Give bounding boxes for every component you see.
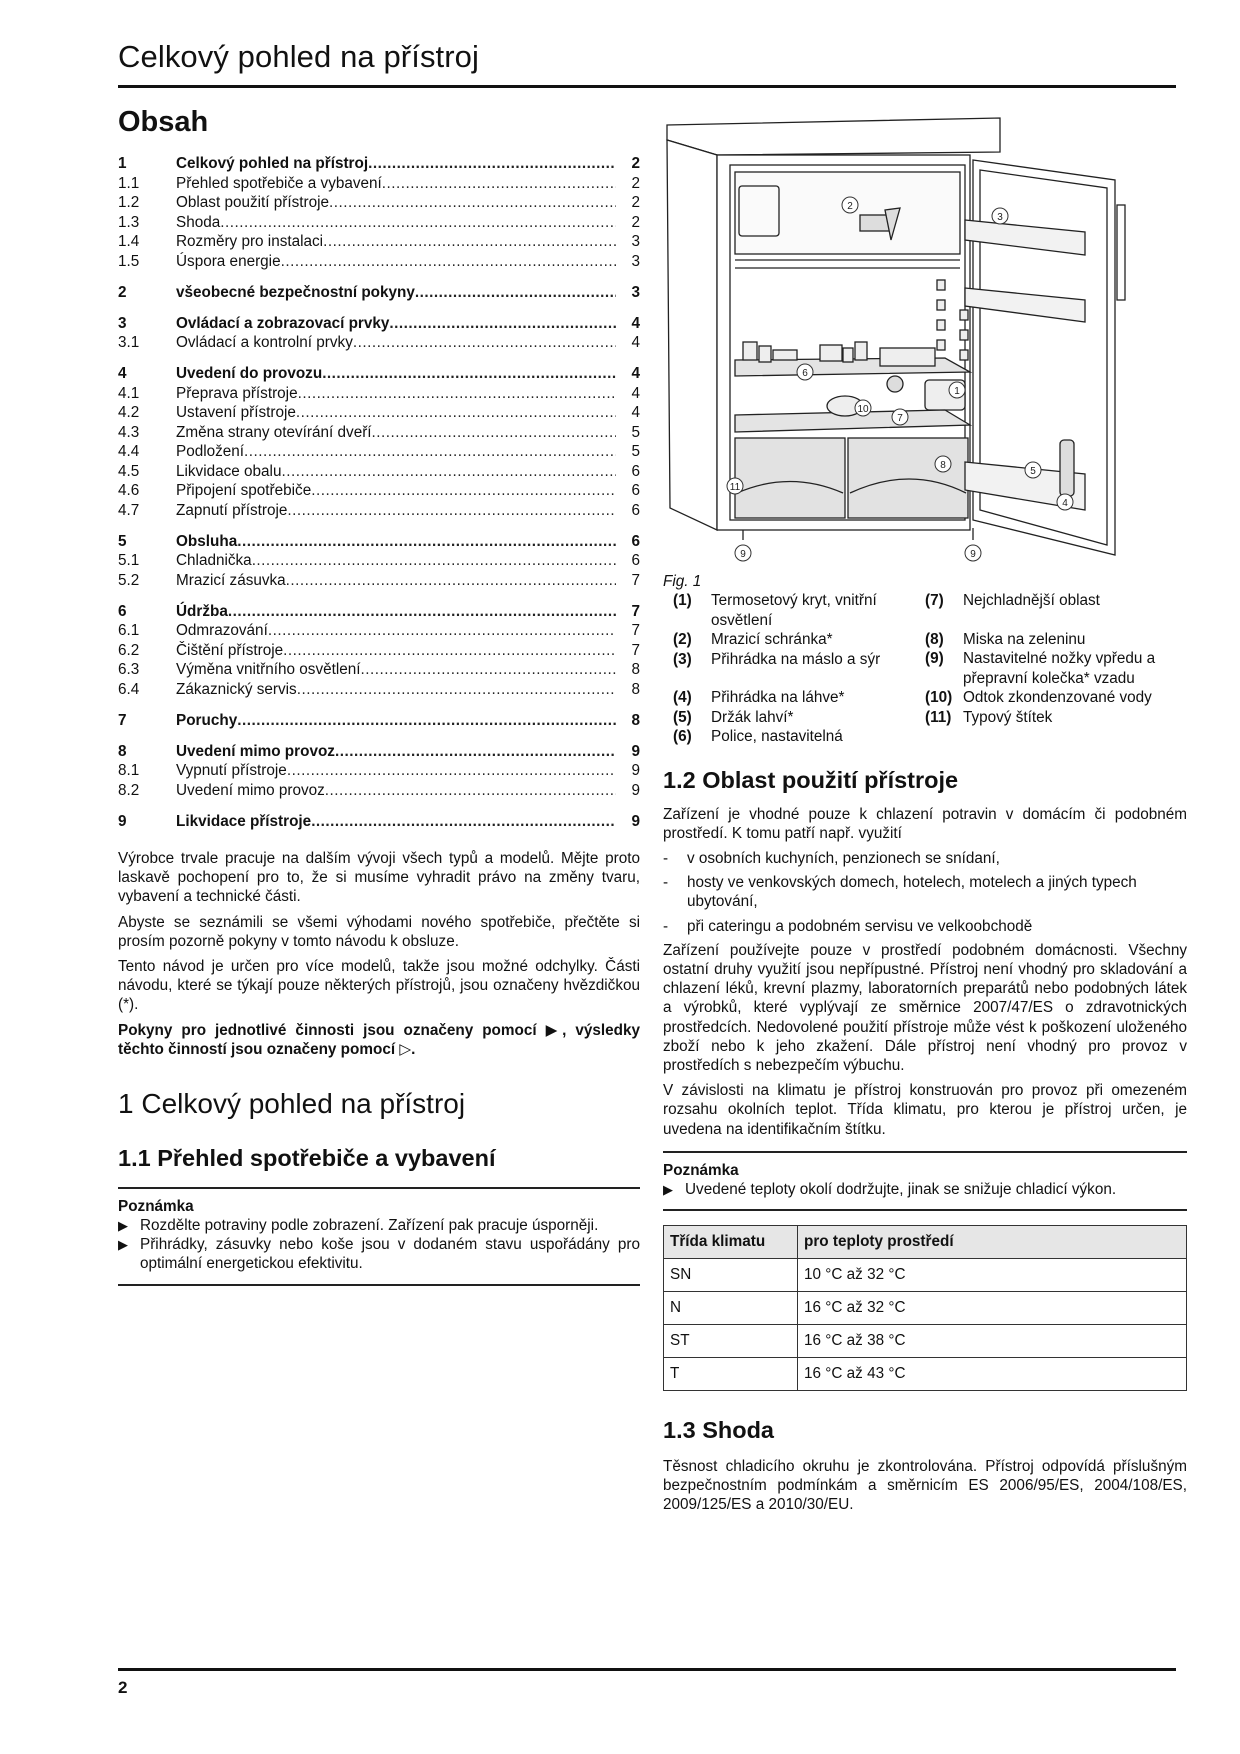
toc-leader-dots <box>268 621 616 641</box>
toc-entry[interactable] <box>118 812 640 832</box>
toc-entry-number: 4.3 <box>118 423 140 441</box>
toc-entry-title: Zákaznický servis <box>176 680 297 698</box>
toc-leader-dots <box>298 384 616 404</box>
fridge-illustration <box>655 110 1135 570</box>
table-row: T 16 °C až 43 °C <box>664 1357 1187 1390</box>
toc-entry-number: 8.2 <box>118 781 140 799</box>
note-box <box>118 1187 640 1286</box>
legend-item <box>673 708 925 728</box>
table-row: ST 16 °C až 38 °C <box>664 1324 1187 1357</box>
toc-entry-page: 9 <box>631 742 640 760</box>
toc-entry-number: 4.7 <box>118 501 140 519</box>
toc-entry[interactable] <box>118 660 640 680</box>
toc-entry-title: Přehled spotřebiče a vybavení <box>176 174 382 192</box>
legend-number: (7) <box>925 592 944 609</box>
toc-leader-dots <box>335 742 616 762</box>
toc-entry-number: 6.4 <box>118 680 140 698</box>
legend-item <box>925 630 1187 650</box>
svg-text:7: 7 <box>897 413 903 424</box>
toc-entry-number: 5.2 <box>118 571 140 589</box>
legend-item <box>673 591 925 630</box>
note-title: Poznámka <box>663 1161 739 1179</box>
legend-right <box>925 591 1187 747</box>
toc-leader-dots <box>286 571 616 591</box>
svg-text:3: 3 <box>997 212 1003 223</box>
column-header: Třída klimatu <box>664 1225 798 1258</box>
toc-leader-dots <box>329 193 616 213</box>
toc-entry[interactable] <box>118 314 640 334</box>
toc-entry-title: Ovládací a zobrazovací prvky <box>176 314 390 332</box>
toc-entry-title: Uvedení mimo provoz <box>176 742 335 760</box>
toc-entry-page: 9 <box>631 812 640 830</box>
toc-entry-title: Přeprava přístroje <box>176 384 298 402</box>
figure-caption: Fig. 1 <box>663 573 702 590</box>
toc-entry-page: 4 <box>631 314 640 332</box>
legend-text: Odtok zkondenzované vody <box>963 689 1152 706</box>
toc-entry-number: 3 <box>118 314 127 332</box>
toc-leader-dots <box>281 462 616 482</box>
toc-leader-dots <box>283 641 616 661</box>
usage-list <box>663 849 1187 936</box>
toc-entry-page: 4 <box>631 404 640 421</box>
toc-leader-dots <box>322 364 616 384</box>
toc-entry-title: Výměna vnitřního osvětlení <box>176 661 361 678</box>
legend-number: (6) <box>673 728 692 745</box>
svg-text:9: 9 <box>740 549 746 560</box>
toc-entry-title: Oblast použití přístroje <box>176 194 330 211</box>
toc-entry-title: Likvidace obalu <box>176 462 282 480</box>
toc-entry-title: všeobecné bezpečnostní pokyny <box>176 283 415 301</box>
toc-entry-number: 4.2 <box>118 404 140 421</box>
toc-entry-title: Zapnutí přístroje <box>176 501 288 519</box>
toc-entry-title: Obsluha <box>176 532 238 550</box>
toc-entry-number: 4.6 <box>118 482 140 499</box>
legend-item <box>673 650 925 670</box>
legend-text: Nejchladnější oblast <box>963 592 1100 609</box>
toc-entry-number: 1.1 <box>118 174 140 192</box>
toc-entry-number: 9 <box>118 812 127 830</box>
toc-entry-page: 9 <box>631 781 640 799</box>
toc-entry-number: 7 <box>118 711 127 729</box>
toc-entry-number: 8.1 <box>118 762 140 779</box>
legend-number: (1) <box>673 592 692 609</box>
legend-text: Přihrádka na máslo a sýr <box>711 650 881 668</box>
svg-text:8: 8 <box>940 460 946 471</box>
toc-entry-title: Čištění přístroje <box>176 641 284 659</box>
toc-entry[interactable] <box>118 501 640 521</box>
toc-leader-dots <box>368 154 616 174</box>
toc-entry-page: 2 <box>631 155 640 172</box>
toc-entry[interactable] <box>118 462 640 482</box>
toc-entry[interactable] <box>118 602 640 622</box>
legend-item <box>925 649 1187 688</box>
legend-number: (2) <box>673 631 692 648</box>
toc-entry-page: 7 <box>631 602 640 620</box>
toc-entry-page: 2 <box>631 194 640 211</box>
toc-entry-number: 6.1 <box>118 622 140 639</box>
toc-entry-page: 2 <box>631 213 640 231</box>
toc-entry-title: Mrazicí zásuvka <box>176 571 286 589</box>
toc-entry-title: Shoda <box>176 213 221 231</box>
legend-number: (9) <box>925 650 944 667</box>
body-paragraph: V závislosti na klimatu je přístroj konstruován pro provoz při omezeném rozsahu okolních teplot. Třída klimatu, pro kterou je přístroj určen, je uvedena na identifikačním štítku. <box>663 1082 1187 1138</box>
toc-entry-number: 6.3 <box>118 661 140 678</box>
toc-entry-title: Údržba <box>176 602 228 620</box>
legend-number: (5) <box>673 708 692 726</box>
note-rule-bottom <box>118 1284 640 1286</box>
svg-text:9: 9 <box>970 549 976 560</box>
toc-entry[interactable] <box>118 252 640 272</box>
toc-entry-page: 7 <box>631 641 640 659</box>
toc-entry-page: 6 <box>631 501 640 519</box>
toc-leader-dots <box>297 680 616 700</box>
chapter-heading: 1 Celkový pohled na přístroj <box>118 1088 466 1120</box>
legend-item <box>925 688 1187 708</box>
column-header: pro teploty prostředí <box>798 1225 1187 1258</box>
legend-text: Držák lahví* <box>711 708 794 726</box>
svg-text:1: 1 <box>954 386 960 397</box>
toc-entry-title: Podložení <box>176 443 245 460</box>
toc-entry-number: 1.3 <box>118 213 140 231</box>
toc-entry[interactable] <box>118 442 640 462</box>
toc-entry-number: 4 <box>118 365 127 382</box>
toc-entry-title: Odmrazování <box>176 622 268 639</box>
toc-entry-page: 2 <box>631 174 640 192</box>
toc-entry-number: 6.2 <box>118 641 140 659</box>
toc-leader-dots <box>372 423 616 443</box>
toc-entry[interactable] <box>118 761 640 781</box>
toc-entry-title: Ustavení přístroje <box>176 404 296 421</box>
toc-leader-dots <box>237 711 616 731</box>
dash-bullet-icon: - <box>663 874 669 892</box>
toc-entry[interactable] <box>118 283 640 303</box>
toc-group <box>118 154 640 271</box>
fridge-drawing-icon <box>655 110 1135 570</box>
toc-entry[interactable] <box>118 333 640 353</box>
toc-leader-dots <box>361 660 616 680</box>
toc-entry-number: 6 <box>118 602 127 620</box>
legend-left <box>663 591 925 747</box>
body-paragraph: Zařízení používejte pouze v prostředí podobném domácnosti. Všechny ostatní druhy využití jsou nepřípustné. Přístroj není vhodný pro skladování a chlazení léků, krevní plazmy, laboratorních preparátů nebo podobných látek a výrobků, které vyplývají ze směrnice 2007/47/ES o zdravotnických prostředcích. Nedovolené použití přístroje může vést k poškození uloženého zboží nebo k jeho zkažení. Dále přístroj není vhodný pro provoz v prostředích s nebezpečím výbuchu. <box>663 941 1187 1074</box>
dash-bullet-icon: - <box>663 917 669 935</box>
toc-leader-dots <box>296 403 616 423</box>
toc-entry[interactable] <box>118 174 640 194</box>
toc-entry-page: 5 <box>631 443 640 460</box>
toc-entry-number: 5.1 <box>118 552 140 569</box>
footer-rule <box>118 1668 1176 1671</box>
toc-entry[interactable] <box>118 742 640 762</box>
legend-text: Termosetový kryt, vnitřní osvětlení <box>711 592 877 629</box>
toc-group <box>118 742 640 801</box>
toc-entry-number: 8 <box>118 742 127 760</box>
toc-entry-title: Rozměry pro instalaci <box>176 233 324 250</box>
action-arrow-icon: ▶ <box>118 1218 128 1234</box>
toc-group <box>118 711 640 731</box>
toc-leader-dots <box>244 442 616 462</box>
header-rule <box>118 85 1176 88</box>
legend-number: (3) <box>673 650 692 668</box>
figure-legend <box>663 591 1187 747</box>
table-row: SN 10 °C až 32 °C <box>664 1258 1187 1291</box>
toc-leader-dots <box>415 283 616 303</box>
toc-entry-page: 5 <box>631 423 640 441</box>
toc-group <box>118 283 640 303</box>
toc-entry[interactable] <box>118 571 640 591</box>
toc-entry-title: Změna strany otevírání dveří <box>176 423 372 441</box>
toc-entry[interactable] <box>118 364 640 384</box>
toc-entry[interactable] <box>118 711 640 731</box>
toc-entry-number: 4.5 <box>118 462 140 480</box>
toc-leader-dots <box>323 232 616 252</box>
table-of-contents <box>118 154 640 831</box>
toc-leader-dots <box>237 532 616 552</box>
toc-entry-page: 8 <box>631 711 640 729</box>
toc-entry-number: 1.2 <box>118 194 140 211</box>
action-arrow-icon: ▶ <box>118 1237 128 1253</box>
toc-group <box>118 812 640 832</box>
intro-paragraph: Výrobce trvale pracuje na dalším vývoji všech typů a modelů. Mějte proto laskavě pochopení pro to, že si musíme vyhradit právo na změny tvaru, vybavení a technické části. <box>118 850 640 906</box>
toc-entry-title: Ovládací a kontrolní prvky <box>176 334 353 351</box>
toc-group <box>118 364 640 520</box>
legend-item <box>673 727 925 747</box>
toc-entry-number: 5 <box>118 532 127 550</box>
intro-text <box>118 849 640 1059</box>
instruction-legend: Pokyny pro jednotlivé činnosti jsou označeny pomocí ▶, výsledky těchto činností jsou označeny pomocí ▷. <box>118 1021 640 1058</box>
svg-text:11: 11 <box>729 482 741 493</box>
toc-entry-page: 3 <box>631 252 640 270</box>
toc-entry-title: Připojení spotřebiče <box>176 482 312 499</box>
toc-entry[interactable] <box>118 481 640 501</box>
toc-entry-page: 6 <box>631 532 640 550</box>
toc-leader-dots <box>353 333 616 353</box>
body-paragraph: Těsnost chladicího okruhu je zkontrolována. Přístroj odpovídá příslušným bezpečnostním podmínkám a směrnicím ES 2006/95/ES, 2004/108/ES, 2009/125/ES a 2010/30/EU. <box>663 1457 1187 1514</box>
svg-text:10: 10 <box>857 404 869 415</box>
toc-leader-dots <box>325 781 616 801</box>
section-heading: 1.2 Oblast použití přístroje <box>663 766 959 793</box>
intro-paragraph: Tento návod je určen pro více modelů, takže jsou možné odchylky. Části návodu, které se týkají pouze některých přístrojů, jsou označeny hvězdičkou (*). <box>118 958 640 1014</box>
section-heading: 1.3 Shoda <box>663 1416 775 1443</box>
toc-leader-dots <box>287 761 616 781</box>
toc-entry-number: 3.1 <box>118 334 140 351</box>
note-box <box>663 1151 1187 1211</box>
action-arrow-icon: ▶ <box>663 1181 673 1197</box>
toc-entry[interactable] <box>118 680 640 700</box>
legend-number: (11) <box>925 708 952 726</box>
svg-text:2: 2 <box>847 201 853 212</box>
legend-text: Nastavitelné nožky vpředu a přepravní kolečka* vzadu <box>963 650 1156 687</box>
toc-entry-number: 1.4 <box>118 233 140 250</box>
list-item: - při cateringu a podobném servisu ve velkoobchodě <box>663 917 1033 935</box>
legend-number: (4) <box>673 689 692 706</box>
toc-entry-title: Úspora energie <box>176 252 281 270</box>
toc-entry[interactable] <box>118 423 640 443</box>
list-item: - hosty ve venkovských domech, hotelech, motelech a jiných typech ubytování, <box>663 874 1137 911</box>
toc-entry[interactable] <box>118 213 640 233</box>
toc-entry[interactable] <box>118 532 640 552</box>
climate-class-table <box>663 1225 1187 1391</box>
toc-entry[interactable] <box>118 621 640 641</box>
right-column <box>663 572 1187 1521</box>
page-number: 2 <box>118 1678 128 1697</box>
toc-entry-title: Vypnutí přístroje <box>176 762 287 779</box>
svg-text:4: 4 <box>1062 498 1068 509</box>
toc-entry-number: 1.5 <box>118 252 140 270</box>
page-header <box>118 38 1176 76</box>
svg-text:5: 5 <box>1030 466 1036 477</box>
toc-entry-page: 8 <box>631 680 640 698</box>
legend-item <box>925 708 1187 728</box>
note-content <box>118 1189 640 1284</box>
toc-entry-title: Likvidace přístroje <box>176 812 312 830</box>
toc-entry-page: 6 <box>631 552 640 569</box>
note-content <box>663 1153 1187 1209</box>
toc-entry-title: Celkový pohled na přístroj <box>176 155 369 172</box>
legend-item <box>673 630 925 650</box>
legend-text: Přihrádka na láhve* <box>711 689 845 706</box>
toc-leader-dots <box>228 602 616 622</box>
toc-entry-page: 7 <box>631 571 640 589</box>
page-title: Celkový pohled na přístroj <box>118 39 480 74</box>
toc-entry-number: 2 <box>118 283 127 301</box>
toc-entry-page: 3 <box>631 233 640 250</box>
toc-entry[interactable] <box>118 154 640 174</box>
toc-group <box>118 532 640 591</box>
toc-leader-dots <box>281 252 616 272</box>
toc-entry-number: 4.4 <box>118 443 140 460</box>
dash-bullet-icon: - <box>663 849 669 867</box>
toc-heading: Obsah <box>118 106 209 138</box>
toc-entry[interactable] <box>118 193 640 213</box>
legend-text: Typový štítek <box>963 708 1053 726</box>
list-item: - v osobních kuchyních, penzionech se snídaní, <box>663 849 1000 867</box>
toc-entry-title: Uvedení mimo provoz <box>176 781 325 799</box>
toc-leader-dots <box>287 501 616 521</box>
toc-entry-number: 4.1 <box>118 384 140 402</box>
toc-entry-page: 6 <box>631 482 640 499</box>
note-title: Poznámka <box>118 1198 194 1216</box>
toc-entry[interactable] <box>118 232 640 252</box>
note-item: ▶ Rozdělte potraviny podle zobrazení. Zařízení pak pracuje úsporněji. <box>118 1217 599 1235</box>
legend-item <box>673 688 925 708</box>
table-header-row <box>664 1225 1187 1258</box>
table-row: N 16 °C až 32 °C <box>664 1291 1187 1324</box>
toc-entry-title: Poruchy <box>176 711 238 729</box>
toc-group <box>118 314 640 353</box>
toc-entry[interactable] <box>118 384 640 404</box>
toc-entry[interactable] <box>118 551 640 571</box>
toc-entry[interactable] <box>118 781 640 801</box>
toc-entry-page: 4 <box>631 384 640 402</box>
body-paragraph: Zařízení je vhodné pouze k chlazení potravin v domácím či podobném prostředí. K tomu patří např. využití <box>663 805 1187 842</box>
legend-text: Police, nastavitelná <box>711 728 843 745</box>
toc-entry-page: 9 <box>631 762 640 779</box>
legend-number: (8) <box>925 630 944 648</box>
toc-leader-dots <box>389 314 616 334</box>
toc-leader-dots <box>382 174 616 194</box>
toc-group <box>118 602 640 700</box>
left-column <box>118 104 640 1286</box>
toc-entry[interactable] <box>118 641 640 661</box>
svg-text:6: 6 <box>802 368 808 379</box>
toc-entry-page: 4 <box>631 334 640 351</box>
toc-entry-page: 8 <box>631 661 640 678</box>
toc-entry[interactable] <box>118 403 640 423</box>
toc-entry-page: 4 <box>631 365 640 382</box>
section-heading: 1.1 Přehled spotřebiče a vybavení <box>118 1145 496 1172</box>
legend-text: Mrazicí schránka* <box>711 631 833 648</box>
toc-entry-page: 7 <box>631 622 640 639</box>
legend-text: Miska na zeleninu <box>963 630 1086 648</box>
toc-leader-dots <box>311 481 616 501</box>
legend-item <box>925 591 1187 611</box>
toc-entry-title: Chladnička <box>176 552 252 569</box>
note-rule-bottom <box>663 1209 1187 1211</box>
legend-number: (10) <box>925 689 953 706</box>
intro-paragraph: Abyste se seznámili se všemi výhodami nového spotřebiče, přečtěte si prosím pozorně pokyny v tomto návodu k obsluze. <box>118 913 640 950</box>
note-item: ▶ Přihrádky, zásuvky nebo koše jsou v dodaném stavu uspořádány pro optimální energetickou efektivitu. <box>118 1236 640 1273</box>
toc-entry-title: Uvedení do provozu <box>176 365 323 382</box>
note-item: ▶ Uvedené teploty okolí dodržujte, jinak se snižuje chladicí výkon. <box>663 1180 1117 1198</box>
toc-entry-page: 3 <box>631 283 640 301</box>
toc-leader-dots <box>220 213 616 233</box>
toc-leader-dots <box>311 812 616 832</box>
toc-entry-page: 6 <box>631 462 640 480</box>
toc-entry-number: 1 <box>118 155 127 172</box>
toc-leader-dots <box>252 551 616 571</box>
